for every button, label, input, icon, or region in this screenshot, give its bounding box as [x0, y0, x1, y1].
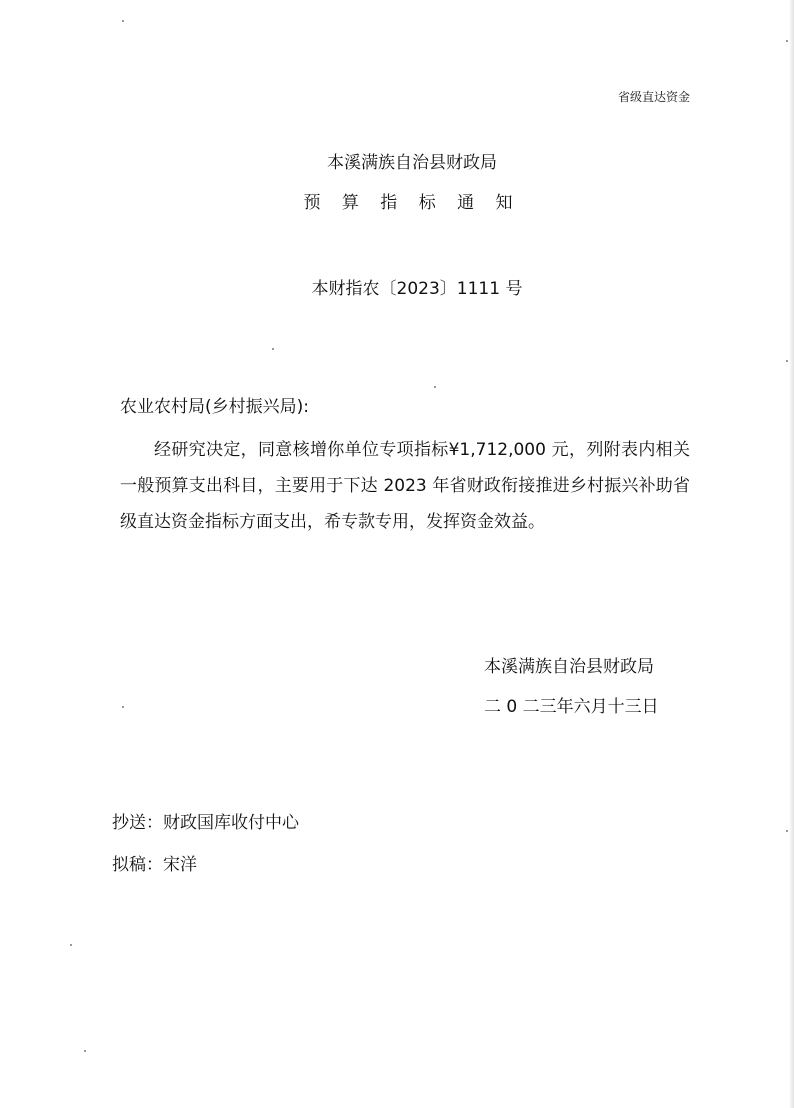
document-type-title: 预 算 指 标 通 知	[303, 193, 521, 213]
cc-line: 抄送：财政国库收付中心	[112, 813, 299, 833]
document-number: 本财指农〔2023〕1111 号	[311, 279, 523, 299]
scan-speck	[84, 1050, 86, 1052]
scan-speck	[786, 40, 788, 42]
scan-speck	[122, 706, 124, 708]
signature-date: 二 0 二三年六月十三日	[484, 697, 659, 717]
scan-speck	[434, 386, 436, 388]
fund-type-tag: 省级直达资金	[617, 90, 690, 104]
scan-speck	[122, 20, 124, 22]
signature-organization: 本溪满族自治县财政局	[484, 657, 654, 677]
recipient-line: 农业农村局(乡村振兴局):	[120, 397, 309, 417]
scan-speck	[786, 360, 788, 362]
scan-speck	[786, 830, 788, 832]
scan-speck	[272, 348, 274, 350]
body-paragraph: 经研究决定，同意核增你单位专项指标¥1,712,000 元，列附表内相关一般预算支出科目，主要用于下达 2023 年省财政衔接推进乡村振兴补助省级直达资金指标方面支出，希专款专用，发挥资金效益。	[120, 440, 690, 532]
drafter-line: 拟稿：宋洋	[112, 855, 197, 875]
issuer-title: 本溪满族自治县财政局	[327, 153, 497, 173]
scan-speck	[70, 944, 72, 946]
scan-edge-shadow	[789, 0, 794, 1108]
